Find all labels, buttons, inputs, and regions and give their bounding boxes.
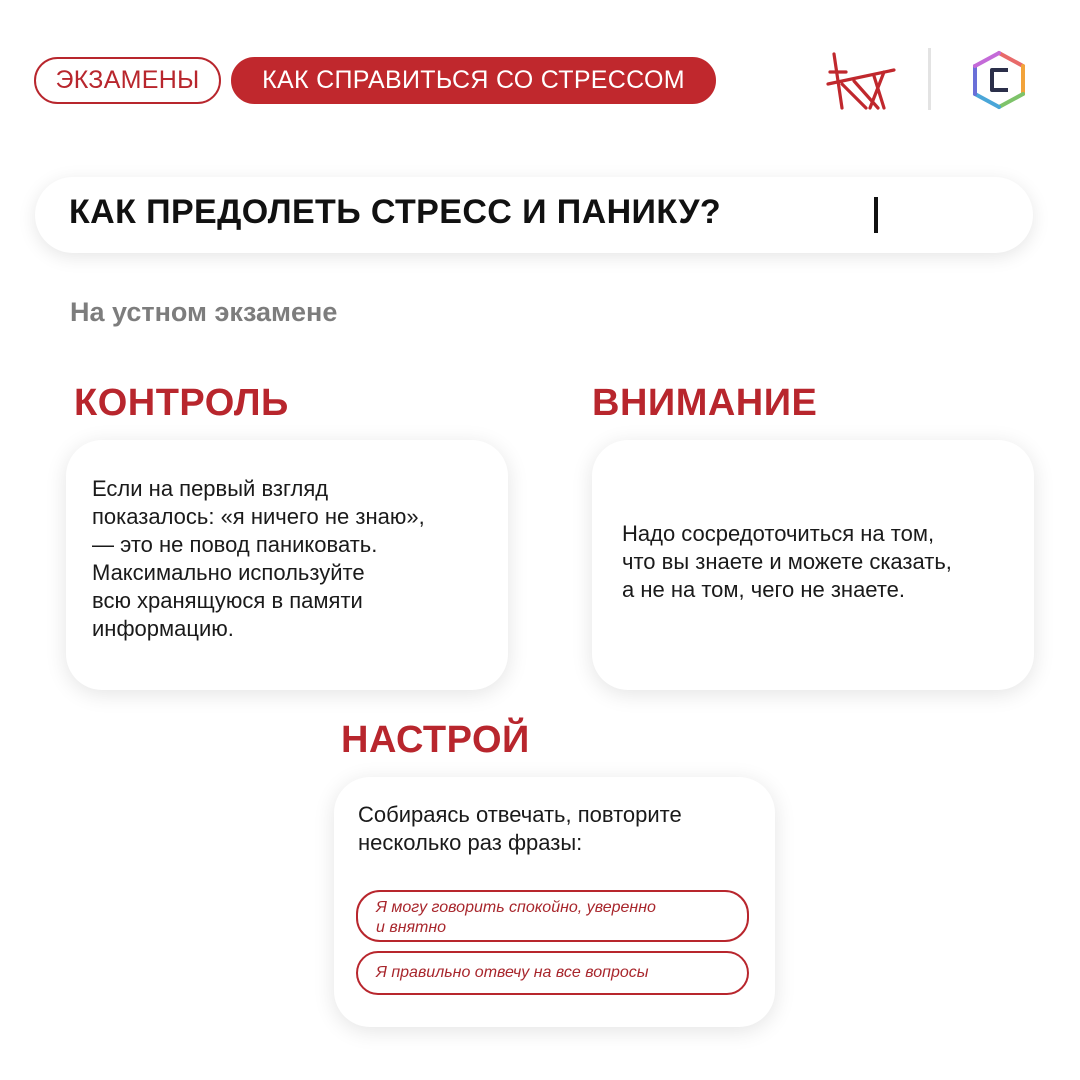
section-heading-mood: НАСТРОЙ [341, 719, 530, 761]
tag-exams: ЭКЗАМЕНЫ [34, 57, 221, 104]
phrase-item: Я правильно отвечу на все вопросы [356, 951, 749, 995]
tag-stress: КАК СПРАВИТЬСЯ СО СТРЕССОМ [231, 57, 716, 104]
hexagon-c-icon [970, 50, 1028, 110]
phrase-item: Я могу говорить спокойно, уверенно и внятно [356, 890, 749, 942]
card-control [66, 440, 508, 690]
page-subtitle: На устном экзамене [70, 297, 338, 327]
section-heading-control: КОНТРОЛЬ [74, 382, 289, 424]
title-cursor [874, 197, 878, 233]
title-bar [35, 177, 1033, 253]
card-attention [592, 440, 1034, 690]
card-mood [334, 777, 775, 1027]
section-heading-attention: ВНИМАНИЕ [592, 382, 818, 424]
page-title: КАК ПРЕДОЛЕТЬ СТРЕСС И ПАНИКУ? [69, 193, 722, 231]
logo-divider [928, 48, 931, 110]
chair-icon [826, 50, 898, 112]
card-mood-text: Собираясь отвечать, повторите несколько раз фразы: [358, 802, 682, 855]
card-control-text: Если на первый взгляд показалось: «я ничего не знаю», — это не повод паниковать. Максимально используйте всю хранящуюся в памяти информацию. [92, 476, 425, 641]
card-attention-text: Надо сосредоточиться на том, что вы знаете и можете сказать, а не на том, чего не знаете. [622, 521, 952, 602]
